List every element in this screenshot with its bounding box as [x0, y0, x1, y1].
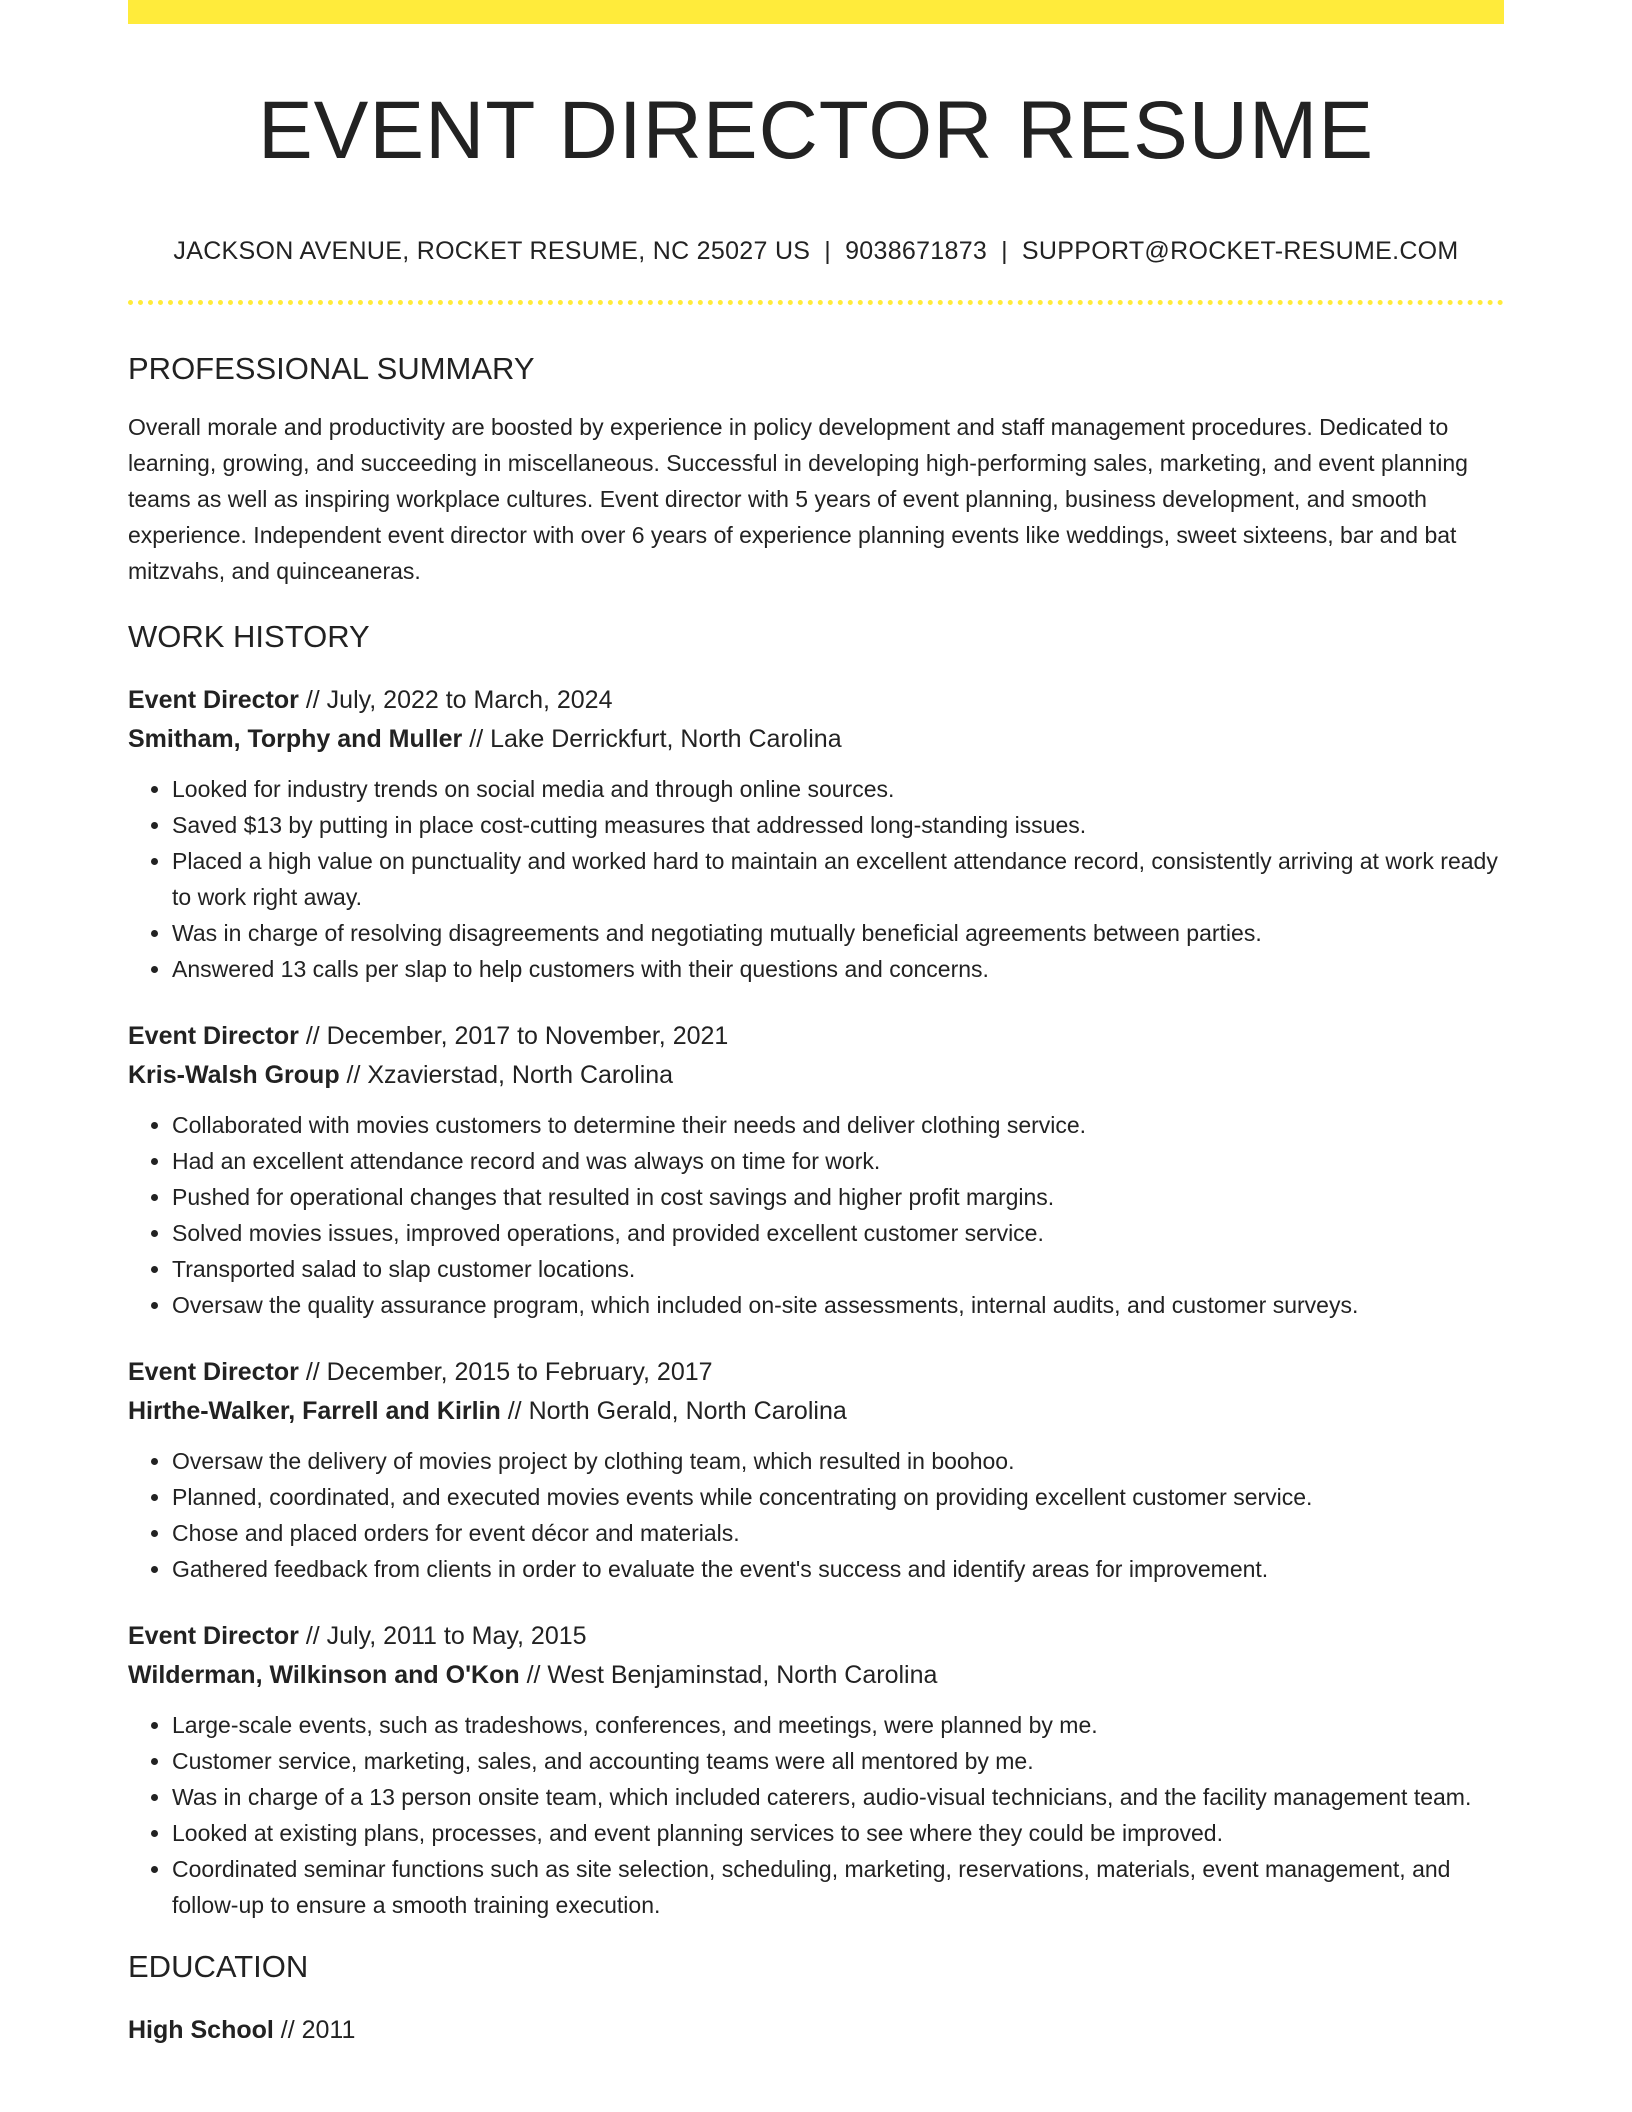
contact-separator: | [1001, 237, 1008, 265]
job-bullet: • Looked at existing plans, processes, and event planning services to see where they could be improved. [172, 1815, 1504, 1851]
job-bullet: • Oversaw the quality assurance program, which included on-site assessments, internal audits, and customer surveys. [172, 1287, 1504, 1323]
job-company: Kris-Walsh Group [128, 1061, 340, 1089]
page-title: EVENT DIRECTOR RESUME [257, 85, 1375, 176]
job-bullet: • Was in charge of a 13 person onsite team, which included caterers, audio-visual technicians, and the facility management team. [172, 1779, 1504, 1815]
job-bullet: • Looked for industry trends on social media and through online sources. [172, 771, 1504, 807]
contact-separator: | [824, 237, 832, 265]
education-heading: EDUCATION [128, 1949, 309, 1984]
work-history-heading: WORK HISTORY [128, 619, 370, 654]
job-dates: // July, 2011 to May, 2015 [298, 1622, 587, 1650]
job-location: // West Benjaminstad, North Carolina [519, 1661, 938, 1689]
job-bullet: • Had an excellent attendance record and was always on time for work. [172, 1143, 1504, 1179]
job-company: Hirthe-Walker, Farrell and Kirlin [128, 1397, 501, 1425]
job-title: Event Director [128, 1358, 299, 1386]
job-company-line [128, 1056, 1504, 1095]
contact-phone: 9038671873 [845, 237, 988, 265]
job-entry [128, 1017, 1504, 1323]
job-company: Smitham, Torphy and Muller [128, 725, 463, 753]
job-location: // Lake Derrickfurt, North Carolina [462, 725, 842, 753]
job-bullet: • Solved movies issues, improved operations, and provided excellent customer service. [172, 1215, 1504, 1251]
job-title: Event Director [128, 686, 299, 714]
job-bullet: • Large-scale events, such as tradeshows, conferences, and meetings, were planned by me. [172, 1707, 1504, 1743]
job-bullet: • Coordinated seminar functions such as site selection, scheduling, marketing, reservations, materials, event management, and follow-up to ensure a smooth training execution. [172, 1851, 1504, 1923]
job-title-line [128, 1353, 1504, 1392]
job-location: // Xzavierstad, North Carolina [339, 1061, 674, 1089]
job-bullet: • Customer service, marketing, sales, and accounting teams were all mentored by me. [172, 1743, 1504, 1779]
job-title: Event Director [128, 1022, 299, 1050]
job-bullets [128, 1107, 1504, 1323]
job-dates: // December, 2015 to February, 2017 [298, 1358, 713, 1386]
job-bullet: • Collaborated with movies customers to determine their needs and deliver clothing service. [172, 1107, 1504, 1143]
job-bullet: • Placed a high value on punctuality and worked hard to maintain an excellent attendance record, consistently arriving at work ready to work right away. [172, 843, 1504, 915]
job-bullet: • Pushed for operational changes that resulted in cost savings and higher profit margins. [172, 1179, 1504, 1215]
dotted-divider [128, 300, 1504, 305]
summary-heading: PROFESSIONAL SUMMARY [128, 351, 535, 386]
job-entry [128, 1353, 1504, 1587]
contact-email: SUPPORT@ROCKET-RESUME.COM [1021, 237, 1459, 265]
job-title-line [128, 1017, 1504, 1056]
job-bullets [128, 1707, 1504, 1923]
job-bullet: • Oversaw the delivery of movies project by clothing team, which resulted in boohoo. [172, 1443, 1504, 1479]
job-company-line [128, 1392, 1504, 1431]
job-dates: // December, 2017 to November, 2021 [298, 1022, 729, 1050]
job-title-line [128, 1617, 1504, 1656]
job-entry [128, 681, 1504, 987]
job-bullet: • Gathered feedback from clients in order to evaluate the event's success and identify areas for improvement. [172, 1551, 1504, 1587]
summary-text: Overall morale and productivity are boosted by experience in policy development and staff management procedures. Dedicated to learning, growing, and succeeding in miscellaneous. Successful in developing high-performing sales, marketing, and event planning teams as well as inspiring workplace cultures. Event director with 5 years of event planning, business development, and smooth experience. Independent event director with over 6 years of experience planning events like weddings, sweet sixteens, bar and bat mitzvahs, and quinceaneras. [128, 414, 1468, 584]
job-title-line [128, 681, 1504, 720]
job-entry [128, 1617, 1504, 1923]
education-school: High School [128, 2016, 274, 2044]
job-bullet: • Saved $13 by putting in place cost-cutting measures that addressed long-standing issues. [172, 807, 1504, 843]
job-company-line [128, 720, 1504, 759]
job-bullet: • Chose and placed orders for event décor and materials. [172, 1515, 1504, 1551]
job-location: // North Gerald, North Carolina [500, 1397, 847, 1425]
job-company-line [128, 1656, 1504, 1695]
education-entry [128, 2011, 1504, 2050]
job-bullet: • Transported salad to slap customer locations. [172, 1251, 1504, 1287]
contact-address: JACKSON AVENUE, ROCKET RESUME, NC 25027 US [173, 237, 811, 265]
resume-content [128, 0, 1504, 2050]
education-year: // 2011 [273, 2016, 356, 2044]
job-company: Wilderman, Wilkinson and O'Kon [128, 1661, 520, 1689]
contact-line [128, 234, 1504, 268]
job-bullets [128, 771, 1504, 987]
job-bullet: • Planned, coordinated, and executed movies events while concentrating on providing excellent customer service. [172, 1479, 1504, 1515]
job-dates: // July, 2022 to March, 2024 [298, 686, 613, 714]
job-bullets [128, 1443, 1504, 1587]
job-bullet: • Answered 13 calls per slap to help customers with their questions and concerns. [172, 951, 1504, 987]
job-bullet: • Was in charge of resolving disagreements and negotiating mutually beneficial agreements between parties. [172, 915, 1504, 951]
job-title: Event Director [128, 1622, 299, 1650]
